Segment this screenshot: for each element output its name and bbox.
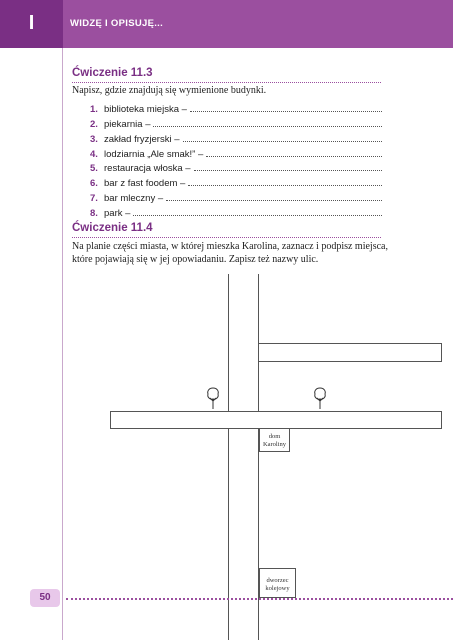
item-number: 5. xyxy=(90,163,98,175)
margin-line xyxy=(62,48,63,640)
answer-line[interactable] xyxy=(166,199,382,201)
item-label: lodziarnia „Ale smak!” – xyxy=(104,148,204,160)
exercise-11-3-title: Ćwiczenie 11.3 xyxy=(72,67,153,79)
item-number: 1. xyxy=(90,103,98,115)
street-strip[interactable] xyxy=(258,343,442,362)
item-label: biblioteka miejska – xyxy=(104,103,187,115)
page-header xyxy=(0,0,453,48)
section-title: WIDZĘ I OPISUJĘ... xyxy=(70,18,164,29)
answer-line[interactable] xyxy=(206,155,382,157)
list-item xyxy=(90,115,382,130)
answer-line[interactable] xyxy=(133,214,382,216)
street-line xyxy=(258,428,259,640)
answer-line[interactable] xyxy=(194,169,382,171)
answer-line[interactable] xyxy=(153,125,382,127)
item-label: piekarnia – xyxy=(104,118,151,130)
list-item xyxy=(90,189,382,204)
building-list xyxy=(90,100,382,219)
exercise-11-4-rule xyxy=(72,237,381,238)
answer-line[interactable] xyxy=(188,184,382,186)
answer-line[interactable] xyxy=(190,110,382,112)
item-number: 4. xyxy=(90,148,98,160)
chapter-number: I xyxy=(28,12,35,34)
list-item xyxy=(90,130,382,145)
exercise-11-3-instruction: Napisz, gdzie znajdują się wymienione budynki. xyxy=(72,85,267,96)
list-item xyxy=(90,160,382,175)
page-number: 50 xyxy=(30,589,60,607)
street-line xyxy=(228,428,229,640)
railway-station: dworzec kolejowy xyxy=(259,568,296,598)
exercise-11-4-title: Ćwiczenie 11.4 xyxy=(72,222,153,234)
house-karolina: dom Karoliny xyxy=(259,428,290,452)
item-label: park – xyxy=(104,208,131,220)
exercise-11-3-rule xyxy=(72,82,381,83)
answer-line[interactable] xyxy=(183,140,383,142)
item-number: 3. xyxy=(90,133,98,145)
street-line xyxy=(228,274,229,411)
item-label: bar z fast foodem – xyxy=(104,178,186,190)
list-item xyxy=(90,204,382,219)
street-line xyxy=(258,274,259,343)
street-strip[interactable] xyxy=(110,411,442,429)
item-number: 8. xyxy=(90,208,98,220)
item-label: restauracja włoska – xyxy=(104,163,191,175)
tree-icon xyxy=(206,386,220,410)
list-item xyxy=(90,145,382,160)
item-label: zakład fryzjerski – xyxy=(104,133,180,145)
chapter-tab xyxy=(0,0,63,48)
street-line xyxy=(258,361,259,411)
tree-icon xyxy=(313,386,327,410)
footer-rule xyxy=(66,598,453,600)
item-label: bar mleczny – xyxy=(104,193,164,205)
list-item xyxy=(90,100,382,115)
item-number: 6. xyxy=(90,178,98,190)
item-number: 7. xyxy=(90,193,98,205)
exercise-11-4-instruction: Na planie części miasta, w której mieszka Karolina, zaznacz i podpisz miejsca, które pojawiają się w jej opowiadaniu. Zapisz też nazwy ulic. xyxy=(72,241,388,265)
list-item xyxy=(90,174,382,189)
item-number: 2. xyxy=(90,118,98,130)
